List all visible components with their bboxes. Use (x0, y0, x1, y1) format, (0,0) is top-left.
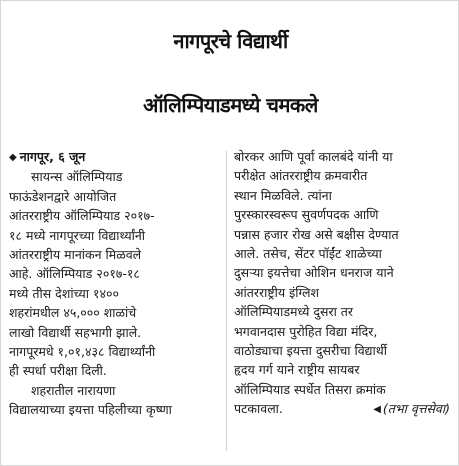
article-line: विद्यालयाच्या इयत्ता पहिलीच्या कृष्णा (9, 402, 172, 418)
article-line: लाखो विद्यार्थी सहभागी झाले. (9, 324, 142, 340)
article-line: १८ मध्ये नागपूरच्या विद्यार्थ्यांनी (9, 227, 145, 243)
article-line: परीक्षेत आंतरराष्ट्रीय क्रमवारीत (234, 168, 368, 184)
agency-credit (373, 399, 450, 419)
diamond-bullet-icon: ◆ (9, 152, 17, 163)
article-line: फाऊंडेशनद्वारे आयोजित (9, 188, 117, 204)
headline-line-2: ऑलिम्पियाडमध्ये चमकले (143, 93, 318, 117)
article-line: ही स्पर्धा परीक्षा दिली. (9, 363, 107, 379)
dateline-row (9, 147, 219, 167)
article-line: आंतरराष्ट्रीय मानांकन मिळवले (9, 247, 142, 263)
article-last-line (234, 399, 450, 419)
left-triangle-icon: ◀ (373, 404, 381, 416)
article-line: स्थान मिळविले. त्यांना (234, 187, 332, 203)
article-line: ऑलिम्पियाडमध्ये दुसरा तर (234, 304, 354, 320)
article-line: दुसऱ्या इयत्तेचा ओशिन धनराज याने (234, 265, 394, 281)
article-line: शहरांमधील ४५,००० शाळांचे (9, 305, 137, 321)
article-line: बोरकर आणि पूर्वा कालबंदे यांनी या (234, 149, 393, 164)
article-line: वाठोड्याचा इयत्ता दुसरीचा विद्यार्थी (234, 343, 388, 359)
headline-line-1: नागपूरचे विद्यार्थी (173, 29, 288, 53)
article-line: ऑलिम्पियाड स्पर्धेत तिसरा क्रमांक (234, 381, 386, 397)
dateline: नागपूर, ६ जून (19, 149, 86, 164)
article-line: आंतरराष्ट्रीय इंग्लिश (234, 284, 319, 300)
article-column-right (234, 147, 450, 420)
article-line: पटकावला. (234, 401, 283, 417)
column-divider (226, 151, 227, 451)
article-line: मध्ये तीस देशांच्या १४०० (9, 285, 119, 301)
article-line: आहे. ऑलिम्पियाड २०१७-१८ (9, 266, 140, 282)
agency-label: (तभा वृत्तसेवा) (382, 401, 450, 417)
article-line: आंतरराष्ट्रीय ऑलिम्पियाड २०१७- (9, 208, 155, 224)
article-line: पन्नास हजार रोख असे बक्षीस देण्यात (234, 226, 399, 242)
article-line: भगवानदास पुरोहित विद्या मंदिर, (234, 323, 378, 339)
article-column-left (9, 147, 219, 420)
article-line: पुरस्कारस्वरूप सुवर्णपदक आणि (234, 207, 379, 223)
article-line: हृदय गर्ग याने राष्ट्रीय सायबर (234, 362, 360, 378)
article-line: नागपूरमधे १,०१,४३८ विद्यार्थ्यांनी (9, 344, 156, 360)
article-line: आले. तसेच, सेंटर पॉईंट शाळेच्या (234, 246, 382, 262)
article-line: शहरातील नारायणा (31, 382, 116, 398)
article-line: सायन्स ऑलिम्पियाड (31, 169, 123, 185)
